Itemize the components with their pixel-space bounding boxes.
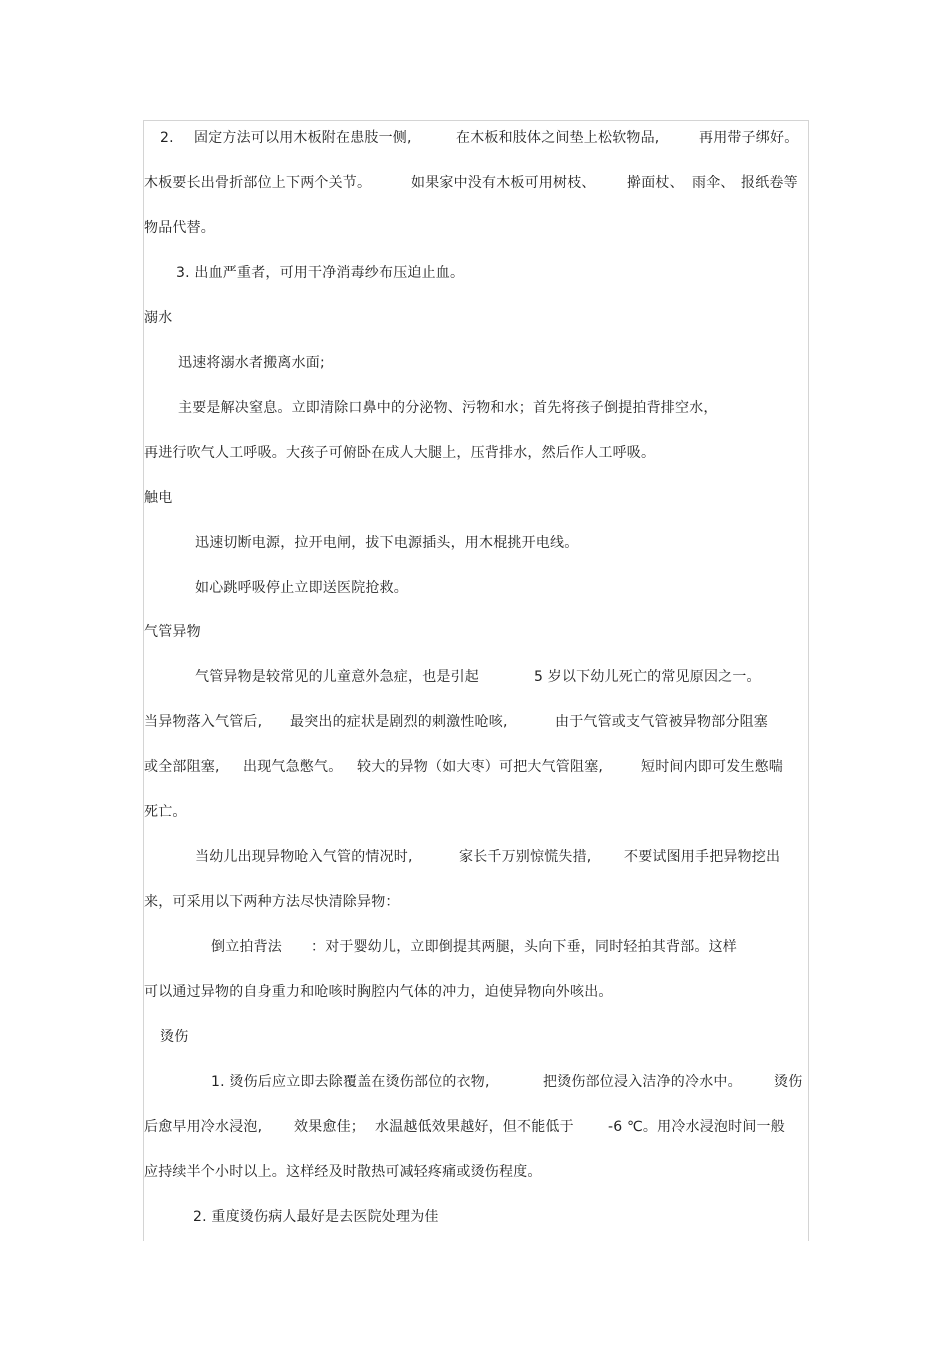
text-segment: 不要试图用手把异物挖出 xyxy=(624,849,781,865)
burn-line-3: 应持续半个小时以上。这样经及时散热可减轻疼痛或烫伤程度。 xyxy=(144,1164,542,1180)
text-segment: 5 岁以下幼儿死亡的常见原因之一。 xyxy=(534,669,761,685)
heading-electric: 触电 xyxy=(144,490,173,506)
text-segment: 在木板和肢体之间垫上松软物品, xyxy=(456,130,660,146)
text-segment: 把烫伤部位浸入洁净的冷水中。 xyxy=(543,1074,742,1090)
text-segment: 当异物落入气管后, xyxy=(144,714,263,730)
airway-line-6: 来，可采用以下两种方法尽快清除异物： xyxy=(144,894,400,910)
heading-drowning: 溺水 xyxy=(144,310,173,326)
text-segment: 由于气管或支气管被异物部分阻塞 xyxy=(555,714,768,730)
electric-p2: 如心跳呼吸停止立即送医院抢救。 xyxy=(195,580,408,596)
text-segment: 效果愈佳； xyxy=(294,1119,365,1135)
text-segment: 再用带子绑好。 xyxy=(699,130,799,146)
method-name: 倒立拍背法 xyxy=(211,939,282,955)
text-segment: 如果家中没有木板可用树枝、 xyxy=(411,175,596,191)
text-segment: 最突出的症状是剧烈的刺激性呛咳, xyxy=(290,714,508,730)
text-segment: 水温越低效果越好，但不能低于 xyxy=(375,1119,574,1135)
text-segment: -6 ℃。用冷水浸泡时间一般 xyxy=(608,1119,785,1135)
drowning-p1: 迅速将溺水者搬离水面; xyxy=(178,355,325,371)
burn-item-2: 2. 重度烫伤病人最好是去医院处理为佳 xyxy=(193,1209,439,1225)
text-segment: 木板要长出骨折部位上下两个关节。 xyxy=(144,175,372,191)
fracture-line-3: 物品代替。 xyxy=(144,220,215,236)
airway-line-4: 死亡。 xyxy=(144,804,187,820)
fracture-item-3: 3. 出血严重者，可用干净消毒纱布压迫止血。 xyxy=(176,265,465,281)
text-segment: 短时间内即可发生憋喘 xyxy=(641,759,783,775)
text-segment: 气管异物是较常见的儿童意外急症，也是引起 xyxy=(195,669,479,685)
text-segment: 家长千万别惊慌失措, xyxy=(459,849,592,865)
text-segment: ：对于婴幼儿，立即倒提其两腿，头向下垂，同时轻拍其背部。这样 xyxy=(311,939,737,955)
text-segment: 较大的异物（如大枣）可把大气管阻塞, xyxy=(357,759,604,775)
drowning-p2b: 再进行吹气人工呼吸。大孩子可俯卧在成人大腿上，压背排水，然后作人工呼吸。 xyxy=(144,445,656,461)
text-segment: 后愈早用冷水浸泡, xyxy=(144,1119,263,1135)
text-segment: 固定方法可以用木板附在患肢一侧, xyxy=(194,130,412,146)
electric-p1: 迅速切断电源，拉开电闸，拔下电源插头，用木棍挑开电线。 xyxy=(195,535,579,551)
heading-airway: 气管异物 xyxy=(144,624,201,640)
text-segment: 或全部阻塞, xyxy=(144,759,220,775)
text-segment: 烫伤 xyxy=(774,1074,803,1090)
drowning-p2a: 主要是解决窒息。立即清除口鼻中的分泌物、污物和水；首先将孩子倒提拍背排空水， xyxy=(178,400,718,416)
text-segment: 报纸卷等 xyxy=(741,175,798,191)
text-segment: 擀面杖、 xyxy=(627,175,684,191)
heading-burn: 烫伤 xyxy=(160,1029,189,1045)
text-segment: 1. 烫伤后应立即去除覆盖在烫伤部位的衣物, xyxy=(211,1074,490,1090)
text-segment: 当幼儿出现异物呛入气管的情况时, xyxy=(195,849,413,865)
text-segment: 雨伞、 xyxy=(692,175,735,191)
text-segment: 出现气急憋气。 xyxy=(243,759,343,775)
list-number: 2. xyxy=(160,130,174,146)
airway-line-8: 可以通过异物的自身重力和呛咳时胸腔内气体的冲力，迫使异物向外咳出。 xyxy=(144,984,613,1000)
